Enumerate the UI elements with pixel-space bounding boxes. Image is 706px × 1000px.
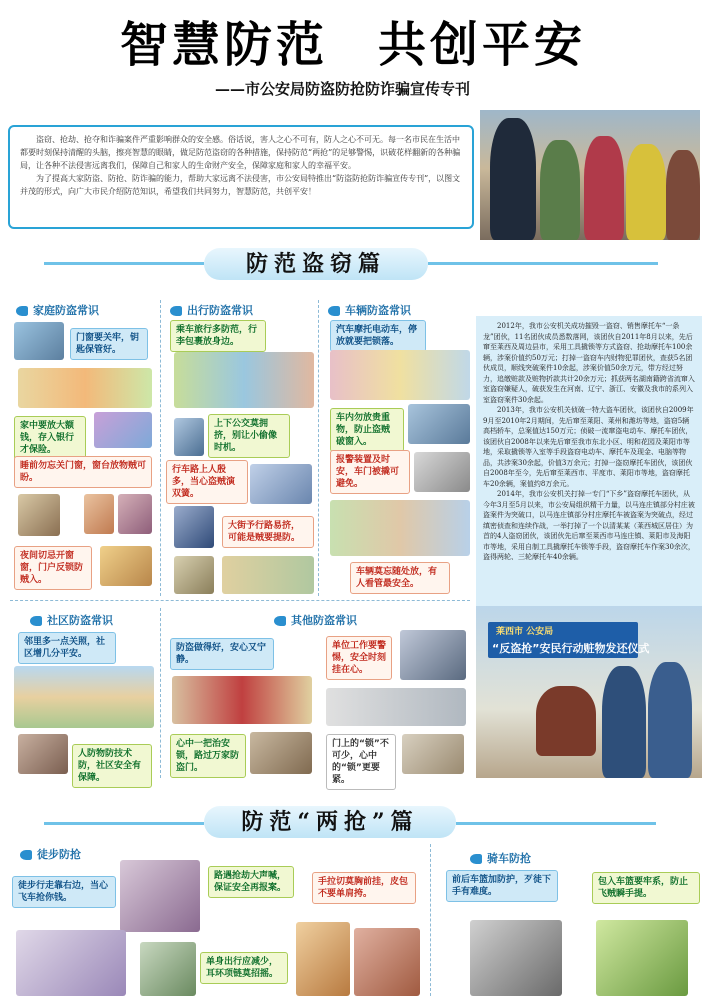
locked-door-illustration [100,546,152,586]
door-lock-illustration [14,322,64,360]
intro-box [8,125,474,229]
report-paragraph: 2013年，我市公安机关侦破一特大盗车团伙，该团伙自2009年9月至2010年2月期间，先后窜至莱阳、莱州和潍坊等地，盗窃5辆高档轿车，总案值达150万元；侦破一流窜盗电动车、摩托车团伙，该团伙自2008年以来先后窜至我市东北小区、明和花园及莱阳市等地，采取撬锁等入室等手段盗窃电动车、摩托车及现金、电脑等物品，共涉案30余起，价值3万余元；打掉一盗窃摩托车团伙，该团伙自2008年至今，先后窜至莱西市、平度市、莱阳市等地，盗窃摩托车20余辆，案值约8万余元。 [483,406,694,488]
travel-tip: 乘车旅行多防范，行李包裹放身边。 [170,320,266,352]
home-tip: 家中要放大额钱，存入银行才保险。 [14,416,86,460]
vehicle-tip: 车内勿放贵重物，防止盗贼破窗入。 [330,408,404,452]
megaphone-icon [16,306,28,316]
divider [160,300,161,596]
riding-tip: 包入车篮要牢系，防止飞贼瞬手提。 [592,872,700,904]
home-tip: 睡前勿忘关门窗，窗台放物贼可盼。 [14,456,152,488]
megaphone-icon [170,306,182,316]
riding-robbery-heading: 骑车防抢 [470,850,531,866]
locked-bike-illustration [172,676,312,724]
door-illustration [118,494,152,534]
thief-illustration [18,494,60,536]
other-tip: 心中一把治安锁，路过万家防盗门。 [170,734,246,778]
motorbike-snatch-illustration [16,930,126,996]
divider [160,608,161,778]
ceremony-banner: 莱西市 公安局 “反盗抢”安民行动赃物发还仪式 [488,622,638,658]
officer-illustration [400,630,466,680]
window-illustration [84,494,114,534]
bank-illustration [94,412,152,448]
community-tip: 人防物防技术防，社区安全有保障。 [72,744,152,788]
other-tip: 单位工作要警惕，安全时刻挂在心。 [326,636,392,680]
pedestrian-illustration [174,556,214,594]
divider [10,600,470,601]
section-robbery-banner: 防范“两抢”篇 [204,806,456,838]
security-door-illustration [250,732,312,774]
robbery-scene-illustration [120,860,200,932]
megaphone-icon [274,616,286,626]
travel-tip: 上下公交莫拥挤，别让小偷像时机。 [208,414,290,458]
stolen-goods-return-ceremony-photo [476,606,702,778]
other-tip: 门上的“锁”不可少，心中的“锁”更要紧。 [326,734,396,790]
main-title [0,6,706,75]
section-theft-banner: 防范盗窃篇 [204,248,428,280]
car-illustration [250,464,312,504]
divider [318,300,319,596]
community-theft-heading: 社区防盗常识 [30,612,113,628]
parking-illustration [330,500,470,556]
home-tip: 门窗要关牢，钥匙保管好。 [70,328,148,360]
megaphone-icon [328,306,340,316]
intro-paragraph: 盗窃、抢劫、抢夺和诈骗案件严重影响群众的安全感。俗话说，害人之心不可有，防人之心不可无。每一名市民在生活中都要时刻保持清醒的头脑，擦亮智慧的眼睛，做足防范盗窃的各种措施，保持防范“两抢”的足够警惕，识破花样翻新的各种骗局，让各种不法侵害远离我们，保障自己和家人的生命财产安全，保障家庭和家人的幸福平安。 [20,135,461,170]
community-illustration [14,666,154,728]
report-paragraph: 2012年，我市公安机关成功摧毁一盗窃、销售摩托车“一条龙”团伙，11名团伙成员悉数落网，该团伙自2011年8月以来，先后窜至莱西及周边县市，采用工具撬锁等方式盗窃、抢劫摩托车100余辆，涉案价值约50万元；打掉一盗窃车内财物犯罪团伙，查获5名团伙成员，顺线突破案件10余起，涉案价值50余万元，带方经过努力，追缴赃款及赃物折款共计20余万元；抓获两名湖南籍跨省流窜入室盗窃嫌疑人，破获发生在河南、辽宁、浙江、安徽及我市的系列入室盗窃案件30余起。 [483,322,695,404]
bus-passengers-illustration [174,352,314,408]
motorcycles-illustration [330,350,470,400]
travel-tip: 行车路上人殷多，当心盗贼演双簧。 [166,460,248,504]
couple-illustration [354,928,420,996]
community-tip: 邻里多一点关照，社区增几分平安。 [18,632,116,664]
vehicle-tip: 报警装置及时安，车门被撬可避免。 [330,450,410,494]
vehicle-theft-heading: 车辆防盗常识 [328,302,411,318]
megaphone-icon [30,616,42,626]
other-tip: 防盗做得好，安心又宁静。 [170,638,274,670]
woman-walking-illustration [140,942,196,996]
guard-illustration [18,734,68,774]
banner-line-right [428,262,658,265]
divider [430,844,431,996]
banner-line-left [44,262,204,265]
riding-tip: 前后车篮加防护，歹徒下手有难度。 [446,870,558,902]
crowd-illustration [222,556,314,594]
police-talking-to-residents-photo [480,110,700,240]
main-title-left: 智慧防范 [119,17,328,73]
walking-tip: 徒步行走靠右边，当心飞车抢你钱。 [12,876,116,908]
report-paragraph: 2014年，我市公安机关打掉一专门“下乡”盗窃摩托车团伙，从今年3月至5月以来，市公安局组织精干力量，以马连庄镇部分村庄被盗案件为突破口，以马连庄镇部分村庄摩托车被盗案为突破点，经过缜密侦查和连续作战，一举打掉了一个以清某某（莱西城区居住）为首的4人盗窃团伙，该团伙先后窜至莱西市马连庄镇、莱阳市及海阳市等地，采用自制工具撬摩托车锁等手段，盗窃摩托车作案30余次，盗得两轮、三轮摩托车40余辆。 [483,490,695,561]
walking-robbery-heading: 徒步防抢 [20,846,81,862]
megaphone-icon [470,854,482,864]
alarm-illustration [414,452,470,492]
case-report [476,316,702,606]
home-tip: 夜间切忌开窗窗，门户反锁防贼入。 [14,546,92,590]
walking-tip: 手拉切莫胸前挂，皮包不要单肩挎。 [312,872,416,904]
passenger-illustration [174,418,204,456]
vehicle-tip: 车辆莫忘随处放，有人看管最安全。 [350,562,450,594]
travel-tip: 大街予行路易挤，可能是贼要提防。 [222,516,314,548]
subtitle: ——市公安局防盗防抢防诈骗宣传专刊 [215,80,471,98]
cyclist-illustration [470,920,562,996]
walking-tip: 路遇抢劫大声喊，保证安全再报案。 [208,866,294,898]
megaphone-icon [20,850,32,860]
banner-line-right [456,822,656,825]
walking-tip: 单身出行应减少，耳环项链莫招摇。 [200,952,288,984]
banner-line-left [44,822,204,825]
police-illustration [174,506,214,548]
bike-basket-illustration [596,920,688,996]
family-illustration [18,368,152,408]
door-lock-illustration [402,734,464,774]
car-window-illustration [408,404,470,444]
office-illustration [326,688,466,726]
vehicle-tip: 汽车摩托电动车，停放就要把锁落。 [330,320,426,352]
travel-theft-heading: 出行防盗常识 [170,302,253,318]
other-theft-heading: 其他防盗常识 [274,612,357,628]
pedestrian-illustration [296,922,350,996]
intro-paragraph: 为了提高大家防盗、防抢、防诈骗的能力，帮助大家远离不法侵害，市公安局特推出“防盗防抢防诈骗宣传专刊”，以图文并茂的形式，向广大市民介绍防范知识，希望我们共同努力，智慧防范，共创平安！ [20,174,461,196]
home-theft-heading: 家庭防盗常识 [16,302,99,318]
main-title-right: 共创平安 [378,17,587,73]
